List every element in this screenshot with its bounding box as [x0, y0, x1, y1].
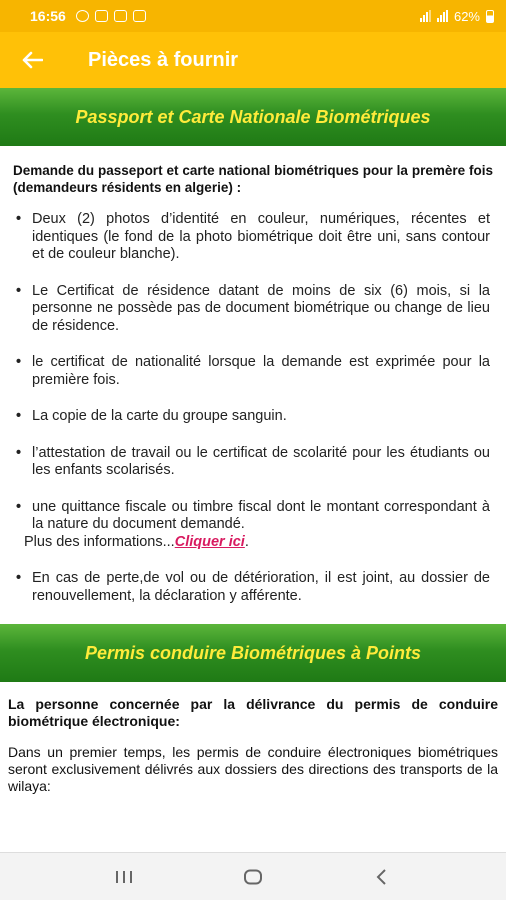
recent-apps-icon	[114, 869, 134, 885]
system-nav-bar	[0, 852, 506, 900]
battery-icon	[486, 10, 494, 23]
recent-apps-button[interactable]	[104, 857, 144, 897]
list-item: • Deux (2) photos d’identité en couleur, numériques, récentes et identiques (le fond de la photo biométrique doit être uni, sans contour et de couleur blanche).	[16, 211, 490, 262]
status-time: 16:56	[30, 8, 66, 24]
back-button[interactable]	[0, 32, 64, 88]
status-right	[420, 9, 494, 24]
page-title: Pièces à fournir	[88, 48, 239, 71]
click-here-link[interactable]: Cliquer ici	[174, 533, 245, 550]
list-item: • une quittance fiscale ou timbre fiscal dont le montant correspondant à la nature du document demandé.	[16, 498, 490, 532]
more-info: Plus des informations...Cliquer ici.	[24, 533, 249, 550]
section-header-permis: Permis conduire Biométriques à Points	[0, 624, 506, 682]
home-button[interactable]	[233, 857, 273, 897]
message-icon	[133, 10, 146, 22]
content-scroll[interactable]	[0, 88, 506, 852]
section-paragraph-permis: Dans un premier temps, les permis de conduire électroniques biométriques seront exclusivement délivrés aux dossiers des directions des transports de la wilaya:	[8, 744, 498, 794]
list-item: • La copie de la carte du groupe sanguin.	[16, 408, 287, 424]
requirements-list-2	[0, 570, 506, 605]
battery-percent: 62%	[453, 8, 480, 24]
notification-icons	[76, 10, 146, 22]
list-item: • En cas de perte,de vol ou de détérioration, il est joint, au dossier de renouvellement, la déclaration y afférente.	[16, 570, 490, 604]
app-bar	[0, 32, 506, 88]
section-intro-permis: La personne concernée par la délivrance du permis de conduire biométrique électronique:	[8, 696, 498, 729]
list-item: • Le Certificat de résidence datant de moins de six (6) mois, si la personne ne possède pas de document biométrique ou change de lieu de résidence.	[16, 282, 490, 334]
section-intro-passport: Demande du passeport et carte national biométriques pour la premère fois (demandeurs résidents en algerie) :	[13, 163, 493, 195]
section-header-passport: Passport et Carte Nationale Biométriques	[0, 88, 506, 146]
list-item: • l’attestation de travail ou le certificat de scolarité pour les étudiants ou les enfants scolarisés.	[16, 444, 490, 478]
arrow-left-icon	[21, 51, 43, 69]
image-icon	[95, 10, 108, 22]
back-nav-button[interactable]	[362, 857, 402, 897]
signal-icon	[420, 10, 431, 22]
mail-icon	[114, 10, 127, 22]
chevron-left-icon	[375, 868, 389, 886]
signal-icon-2	[437, 10, 448, 22]
home-icon	[243, 869, 263, 885]
list-item: • le certificat de nationalité lorsque la demande est exprimée pour la première fois.	[16, 354, 490, 388]
status-bar	[0, 0, 506, 32]
alert-icon	[76, 10, 89, 22]
requirements-list	[0, 196, 506, 534]
